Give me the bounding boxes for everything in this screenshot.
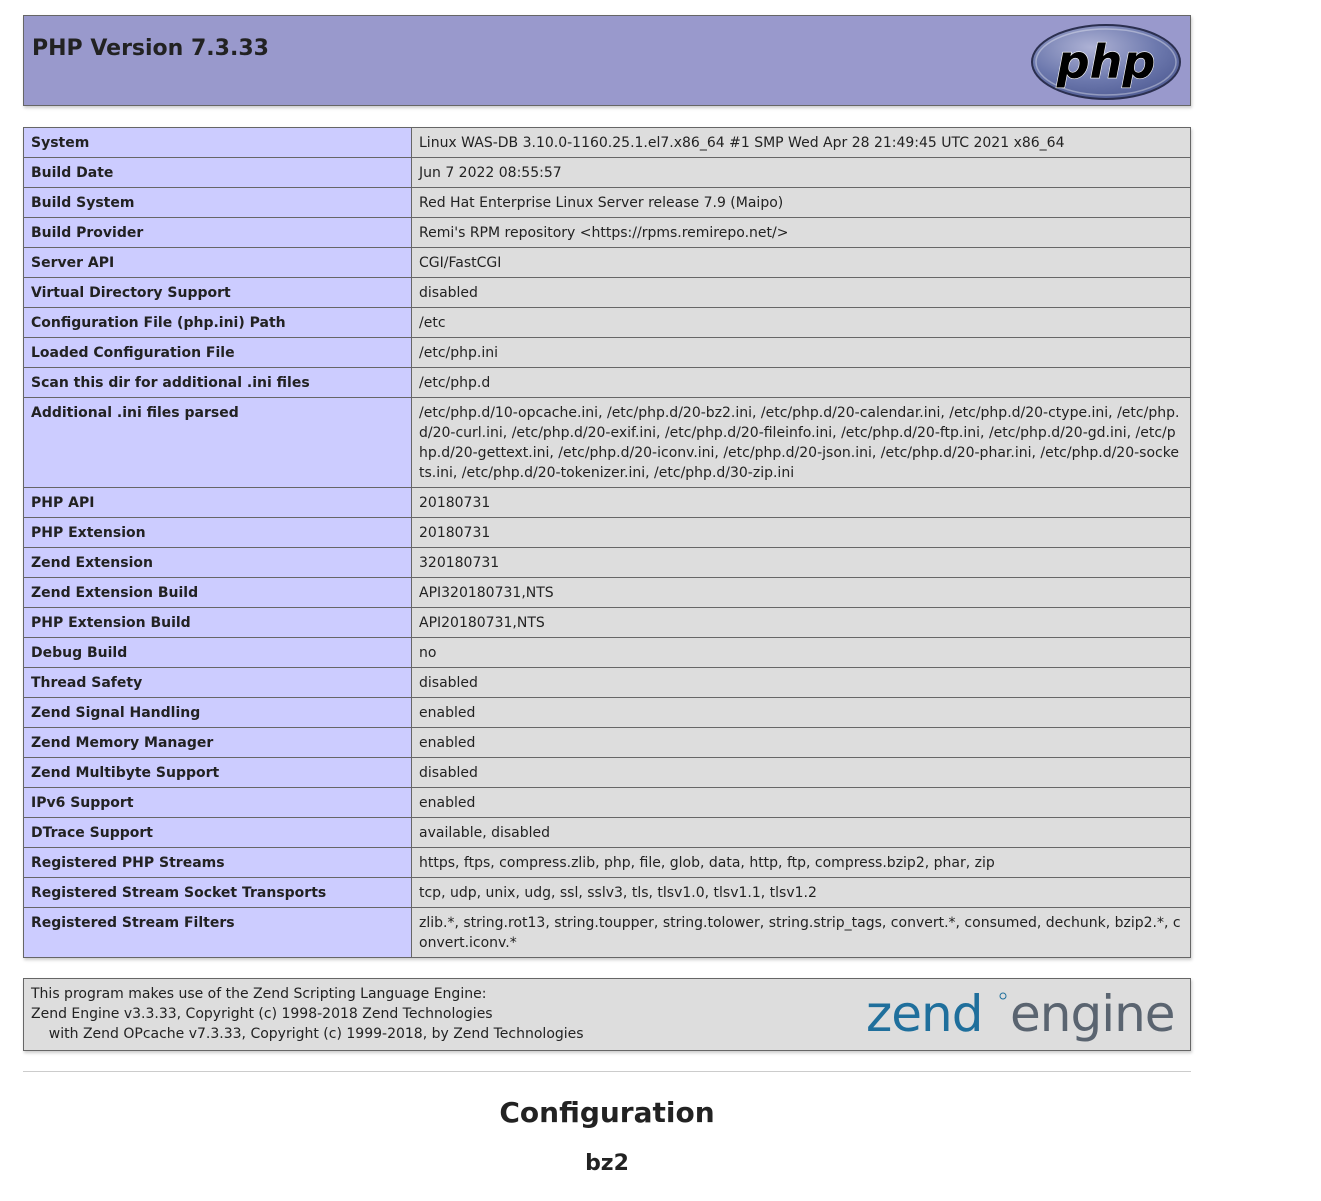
phpinfo-page bbox=[23, 15, 1191, 1176]
info-value: Red Hat Enterprise Linux Server release 7.9 (Maipo) bbox=[412, 188, 1191, 218]
info-label: IPv6 Support bbox=[24, 788, 412, 818]
info-label: System bbox=[24, 128, 412, 158]
info-row bbox=[24, 278, 1191, 308]
info-label: Zend Extension Build bbox=[24, 578, 412, 608]
zend-credit-line: with Zend OPcache v7.3.33, Copyright (c) 1999-2018, by Zend Technologies bbox=[31, 1026, 584, 1042]
zend-logo-word: zend bbox=[866, 985, 983, 1043]
php-logo-text: php bbox=[1056, 35, 1156, 89]
info-label: Thread Safety bbox=[24, 668, 412, 698]
info-value: /etc bbox=[412, 308, 1191, 338]
info-table bbox=[23, 127, 1191, 958]
info-value: disabled bbox=[412, 278, 1191, 308]
info-value: Jun 7 2022 08:55:57 bbox=[412, 158, 1191, 188]
info-value: enabled bbox=[412, 788, 1191, 818]
info-label: Build Date bbox=[24, 158, 412, 188]
info-value: zlib.*, string.rot13, string.toupper, string.tolower, string.strip_tags, convert.*, consumed, dechunk, bzip2.*, convert.iconv.* bbox=[412, 908, 1191, 958]
info-row bbox=[24, 668, 1191, 698]
section-divider bbox=[23, 1071, 1191, 1072]
info-value: Linux WAS-DB 3.10.0-1160.25.1.el7.x86_64 #1 SMP Wed Apr 28 21:49:45 UTC 2021 x86_64 bbox=[412, 128, 1191, 158]
info-row bbox=[24, 608, 1191, 638]
zend-credit-line: Zend Engine v3.3.33, Copyright (c) 1998-2018 Zend Technologies bbox=[31, 1006, 493, 1022]
info-row bbox=[24, 908, 1191, 958]
registered-mark-icon bbox=[1000, 993, 1006, 999]
engine-logo-word: engine bbox=[1010, 985, 1175, 1043]
php-logo[interactable] bbox=[1030, 23, 1182, 105]
info-label: Scan this dir for additional .ini files bbox=[24, 368, 412, 398]
zend-engine-box bbox=[23, 978, 1191, 1051]
info-label: Virtual Directory Support bbox=[24, 278, 412, 308]
info-label: Registered Stream Filters bbox=[24, 908, 412, 958]
info-label: Configuration File (php.ini) Path bbox=[24, 308, 412, 338]
info-row bbox=[24, 398, 1191, 488]
php-version-header bbox=[23, 15, 1191, 106]
info-label: Zend Signal Handling bbox=[24, 698, 412, 728]
zend-credit-line: This program makes use of the Zend Scripting Language Engine: bbox=[31, 986, 487, 1002]
info-row bbox=[24, 518, 1191, 548]
info-value: /etc/php.d/10-opcache.ini, /etc/php.d/20-bz2.ini, /etc/php.d/20-calendar.ini, /etc/php.d/20-ctype.ini, /etc/php.d/20-curl.ini, /etc/php.d/20-exif.ini, /etc/php.d/20-fileinfo.ini, /etc/php.d/20-ftp.ini, /etc/php.d/20-gd.ini, /etc/php.d/20-gettext.ini, /etc/php.d/20-iconv.ini, /etc/php.d/20-json.ini, /etc/php.d/20-phar.ini, /etc/php.d/20-sockets.ini, /etc/php.d/20-tokenizer.ini, /etc/php.d/30-zip.ini bbox=[412, 398, 1191, 488]
info-value: API320180731,NTS bbox=[412, 578, 1191, 608]
info-row bbox=[24, 188, 1191, 218]
info-label: Registered Stream Socket Transports bbox=[24, 878, 412, 908]
info-row bbox=[24, 758, 1191, 788]
module-heading-bz2: bz2 bbox=[585, 1151, 629, 1176]
info-row bbox=[24, 848, 1191, 878]
info-label: Additional .ini files parsed bbox=[24, 398, 412, 488]
info-row bbox=[24, 548, 1191, 578]
info-value: Remi's RPM repository <https://rpms.remirepo.net/> bbox=[412, 218, 1191, 248]
info-row bbox=[24, 728, 1191, 758]
info-label: DTrace Support bbox=[24, 818, 412, 848]
info-label: PHP Extension bbox=[24, 518, 412, 548]
info-value: available, disabled bbox=[412, 818, 1191, 848]
info-label: Registered PHP Streams bbox=[24, 848, 412, 878]
info-row bbox=[24, 818, 1191, 848]
info-value: /etc/php.ini bbox=[412, 338, 1191, 368]
info-label: PHP API bbox=[24, 488, 412, 518]
info-label: Build Provider bbox=[24, 218, 412, 248]
info-label: Zend Extension bbox=[24, 548, 412, 578]
info-row bbox=[24, 368, 1191, 398]
configuration-heading: Configuration bbox=[499, 1096, 715, 1129]
info-row bbox=[24, 308, 1191, 338]
info-label: Server API bbox=[24, 248, 412, 278]
info-value: API20180731,NTS bbox=[412, 608, 1191, 638]
info-value: 20180731 bbox=[412, 488, 1191, 518]
info-row bbox=[24, 338, 1191, 368]
info-value: disabled bbox=[412, 668, 1191, 698]
info-row bbox=[24, 878, 1191, 908]
info-value: CGI/FastCGI bbox=[412, 248, 1191, 278]
info-row bbox=[24, 248, 1191, 278]
info-value: /etc/php.d bbox=[412, 368, 1191, 398]
info-label: Loaded Configuration File bbox=[24, 338, 412, 368]
info-row bbox=[24, 128, 1191, 158]
info-value: tcp, udp, unix, udg, ssl, sslv3, tls, tlsv1.0, tlsv1.1, tlsv1.2 bbox=[412, 878, 1191, 908]
info-value: 20180731 bbox=[412, 518, 1191, 548]
info-row bbox=[24, 578, 1191, 608]
info-value: enabled bbox=[412, 698, 1191, 728]
info-value: enabled bbox=[412, 728, 1191, 758]
info-row bbox=[24, 788, 1191, 818]
zend-credits bbox=[31, 984, 584, 1044]
info-label: Zend Memory Manager bbox=[24, 728, 412, 758]
info-row bbox=[24, 638, 1191, 668]
info-row bbox=[24, 158, 1191, 188]
info-label: Zend Multibyte Support bbox=[24, 758, 412, 788]
info-label: Build System bbox=[24, 188, 412, 218]
page-title: PHP Version 7.3.33 bbox=[32, 36, 269, 61]
info-row bbox=[24, 698, 1191, 728]
info-value: https, ftps, compress.zlib, php, file, glob, data, http, ftp, compress.bzip2, phar, zip bbox=[412, 848, 1191, 878]
info-value: no bbox=[412, 638, 1191, 668]
info-value: 320180731 bbox=[412, 548, 1191, 578]
info-value: disabled bbox=[412, 758, 1191, 788]
info-row bbox=[24, 488, 1191, 518]
info-row bbox=[24, 218, 1191, 248]
info-label: Debug Build bbox=[24, 638, 412, 668]
zend-engine-logo[interactable] bbox=[866, 985, 1184, 1051]
info-label: PHP Extension Build bbox=[24, 608, 412, 638]
